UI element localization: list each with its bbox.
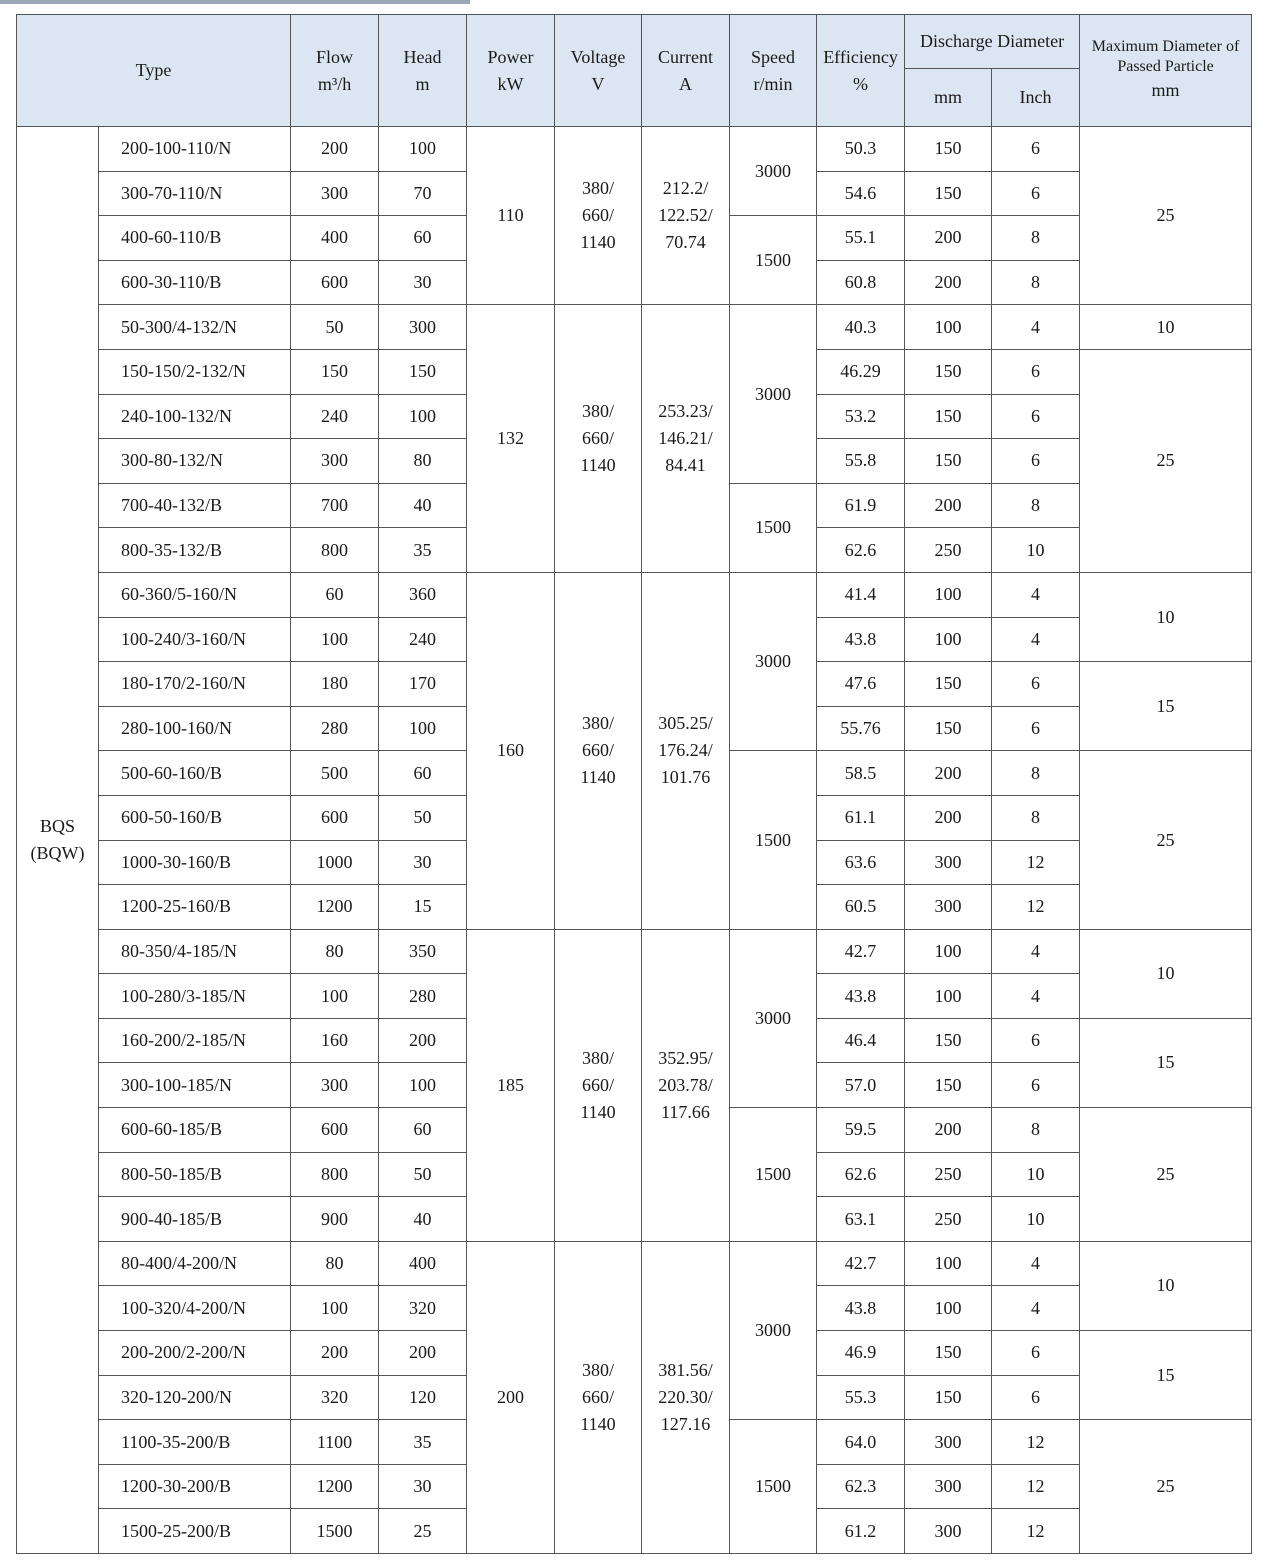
value-line: 1140	[580, 455, 616, 476]
header-voltage: Voltage V	[555, 15, 642, 127]
efficiency-cell: 43.8	[817, 1286, 905, 1331]
head-cell: 40	[379, 1197, 467, 1242]
discharge-mm-cell: 300	[905, 885, 992, 930]
discharge-mm-cell: 200	[905, 216, 992, 261]
efficiency-cell: 63.6	[817, 840, 905, 885]
type-cell: 300-100-185/N	[99, 1063, 291, 1108]
discharge-inch-cell: 4	[992, 1241, 1080, 1286]
flow-cell: 1000	[291, 840, 379, 885]
table-row	[17, 929, 1252, 974]
max-particle-cell: 10	[1080, 572, 1252, 661]
efficiency-cell: 64.0	[817, 1420, 905, 1465]
head-cell: 30	[379, 260, 467, 305]
max-particle-cell: 25	[1080, 751, 1252, 929]
discharge-inch-cell: 6	[992, 349, 1080, 394]
voltage-cell	[555, 572, 642, 929]
power-cell: 185	[467, 929, 555, 1241]
efficiency-cell: 43.8	[817, 617, 905, 662]
efficiency-cell: 62.6	[817, 1152, 905, 1197]
header-efficiency: Efficiency %	[817, 15, 905, 127]
discharge-inch-cell: 8	[992, 751, 1080, 796]
efficiency-cell: 43.8	[817, 974, 905, 1019]
value-line: 352.95/	[658, 1047, 713, 1068]
value-line: 660/	[582, 1386, 615, 1407]
discharge-mm-cell: 200	[905, 260, 992, 305]
efficiency-cell: 61.2	[817, 1509, 905, 1554]
head-cell: 70	[379, 171, 467, 216]
type-cell: 280-100-160/N	[99, 706, 291, 751]
current-cell	[642, 127, 730, 305]
head-cell: 360	[379, 572, 467, 617]
value-line: 380/	[582, 401, 615, 422]
value-line: 660/	[582, 428, 615, 449]
discharge-mm-cell: 100	[905, 974, 992, 1019]
series-line: (BQW)	[30, 843, 85, 863]
flow-cell: 600	[291, 260, 379, 305]
table-row	[17, 572, 1252, 617]
type-cell: 200-100-110/N	[99, 127, 291, 172]
flow-cell: 50	[291, 305, 379, 350]
efficiency-cell: 53.2	[817, 394, 905, 439]
type-cell: 150-150/2-132/N	[99, 349, 291, 394]
discharge-mm-cell: 100	[905, 572, 992, 617]
efficiency-cell: 46.9	[817, 1331, 905, 1376]
efficiency-cell: 40.3	[817, 305, 905, 350]
value-line: 212.2/	[662, 178, 709, 199]
header-speed: Speed r/min	[730, 15, 817, 127]
discharge-inch-cell: 4	[992, 617, 1080, 662]
max-particle-cell: 15	[1080, 662, 1252, 751]
discharge-inch-cell: 12	[992, 885, 1080, 930]
discharge-mm-cell: 150	[905, 1063, 992, 1108]
value-line: 127.16	[660, 1413, 711, 1434]
value-line: 84.41	[665, 455, 706, 476]
head-cell: 50	[379, 795, 467, 840]
type-cell: 600-50-160/B	[99, 795, 291, 840]
flow-cell: 600	[291, 795, 379, 840]
flow-cell: 700	[291, 483, 379, 528]
voltage-cell	[555, 305, 642, 573]
flow-cell: 80	[291, 929, 379, 974]
table-row	[17, 127, 1252, 172]
type-cell: 800-35-132/B	[99, 528, 291, 573]
value-line: 660/	[582, 1074, 615, 1095]
type-cell: 60-360/5-160/N	[99, 572, 291, 617]
type-cell: 160-200/2-185/N	[99, 1018, 291, 1063]
head-cell: 240	[379, 617, 467, 662]
max-particle-cell: 25	[1080, 1108, 1252, 1242]
efficiency-cell: 55.76	[817, 706, 905, 751]
head-cell: 100	[379, 1063, 467, 1108]
head-cell: 50	[379, 1152, 467, 1197]
discharge-inch-cell: 6	[992, 171, 1080, 216]
discharge-inch-cell: 8	[992, 260, 1080, 305]
flow-cell: 280	[291, 706, 379, 751]
efficiency-cell: 46.29	[817, 349, 905, 394]
flow-cell: 300	[291, 439, 379, 484]
flow-cell: 240	[291, 394, 379, 439]
discharge-mm-cell: 150	[905, 349, 992, 394]
value-line: 305.25/	[658, 713, 713, 734]
discharge-inch-cell: 6	[992, 394, 1080, 439]
type-cell: 300-70-110/N	[99, 171, 291, 216]
discharge-mm-cell: 150	[905, 171, 992, 216]
max-particle-cell: 15	[1080, 1018, 1252, 1107]
head-cell: 30	[379, 1464, 467, 1509]
discharge-mm-cell: 200	[905, 1108, 992, 1153]
efficiency-cell: 54.6	[817, 171, 905, 216]
speed-cell: 3000	[730, 572, 817, 750]
power-cell: 200	[467, 1241, 555, 1553]
head-cell: 35	[379, 528, 467, 573]
discharge-inch-cell: 6	[992, 706, 1080, 751]
flow-cell: 800	[291, 528, 379, 573]
type-cell: 100-320/4-200/N	[99, 1286, 291, 1331]
speed-cell: 1500	[730, 216, 817, 305]
efficiency-cell: 62.3	[817, 1464, 905, 1509]
discharge-mm-cell: 150	[905, 1018, 992, 1063]
type-cell: 800-50-185/B	[99, 1152, 291, 1197]
discharge-mm-cell: 300	[905, 840, 992, 885]
discharge-inch-cell: 12	[992, 1420, 1080, 1465]
discharge-inch-cell: 12	[992, 840, 1080, 885]
type-cell: 50-300/4-132/N	[99, 305, 291, 350]
header-type: Type	[17, 15, 291, 127]
efficiency-cell: 41.4	[817, 572, 905, 617]
value-line: 146.21/	[658, 428, 713, 449]
voltage-cell	[555, 127, 642, 305]
head-cell: 300	[379, 305, 467, 350]
discharge-inch-cell: 6	[992, 662, 1080, 707]
efficiency-cell: 42.7	[817, 1241, 905, 1286]
discharge-inch-cell: 6	[992, 1063, 1080, 1108]
type-cell: 1000-30-160/B	[99, 840, 291, 885]
discharge-mm-cell: 150	[905, 1331, 992, 1376]
discharge-mm-cell: 100	[905, 305, 992, 350]
table-row	[17, 1241, 1252, 1286]
discharge-inch-cell: 4	[992, 929, 1080, 974]
type-cell: 900-40-185/B	[99, 1197, 291, 1242]
speed-cell: 3000	[730, 1241, 817, 1419]
value-line: 1140	[580, 767, 616, 788]
type-cell: 240-100-132/N	[99, 394, 291, 439]
header-inch: Inch	[992, 69, 1080, 127]
max-particle-cell: 10	[1080, 305, 1252, 350]
flow-cell: 300	[291, 171, 379, 216]
efficiency-cell: 61.1	[817, 795, 905, 840]
value-line: 253.23/	[658, 401, 713, 422]
series-name	[17, 127, 99, 1554]
type-cell: 80-350/4-185/N	[99, 929, 291, 974]
flow-cell: 60	[291, 572, 379, 617]
flow-cell: 80	[291, 1241, 379, 1286]
efficiency-cell: 55.8	[817, 439, 905, 484]
speed-cell: 3000	[730, 127, 817, 216]
power-cell: 160	[467, 572, 555, 929]
discharge-mm-cell: 250	[905, 1197, 992, 1242]
type-cell: 100-240/3-160/N	[99, 617, 291, 662]
discharge-inch-cell: 4	[992, 305, 1080, 350]
head-cell: 400	[379, 1241, 467, 1286]
current-cell	[642, 929, 730, 1241]
discharge-mm-cell: 300	[905, 1464, 992, 1509]
flow-cell: 180	[291, 662, 379, 707]
pump-spec-table	[16, 14, 1252, 1554]
flow-cell: 1200	[291, 1464, 379, 1509]
max-particle-cell: 25	[1080, 349, 1252, 572]
value-line: 1140	[580, 232, 616, 253]
discharge-inch-cell: 8	[992, 795, 1080, 840]
discharge-mm-cell: 150	[905, 394, 992, 439]
type-cell: 300-80-132/N	[99, 439, 291, 484]
head-cell: 200	[379, 1018, 467, 1063]
discharge-inch-cell: 4	[992, 1286, 1080, 1331]
discharge-mm-cell: 150	[905, 439, 992, 484]
flow-cell: 600	[291, 1108, 379, 1153]
value-line: 380/	[582, 713, 615, 734]
head-cell: 100	[379, 706, 467, 751]
flow-cell: 320	[291, 1375, 379, 1420]
value-line: 1140	[580, 1101, 616, 1122]
power-cell: 132	[467, 305, 555, 573]
table-row	[17, 305, 1252, 350]
flow-cell: 300	[291, 1063, 379, 1108]
discharge-inch-cell: 4	[992, 572, 1080, 617]
discharge-mm-cell: 100	[905, 929, 992, 974]
value-line: 203.78/	[658, 1074, 713, 1095]
value-line: 176.24/	[658, 740, 713, 761]
discharge-inch-cell: 4	[992, 974, 1080, 1019]
efficiency-cell: 46.4	[817, 1018, 905, 1063]
flow-cell: 800	[291, 1152, 379, 1197]
head-cell: 150	[379, 349, 467, 394]
efficiency-cell: 60.8	[817, 260, 905, 305]
flow-cell: 100	[291, 617, 379, 662]
head-cell: 80	[379, 439, 467, 484]
discharge-mm-cell: 150	[905, 706, 992, 751]
value-line: 220.30/	[658, 1386, 713, 1407]
speed-cell: 3000	[730, 929, 817, 1107]
flow-cell: 400	[291, 216, 379, 261]
value-line: 70.74	[665, 232, 706, 253]
header-discharge-diameter: Discharge Diameter	[905, 15, 1080, 69]
head-cell: 60	[379, 1108, 467, 1153]
value-line: 122.52/	[658, 205, 713, 226]
discharge-mm-cell: 150	[905, 662, 992, 707]
type-cell: 600-30-110/B	[99, 260, 291, 305]
flow-cell: 1500	[291, 1509, 379, 1554]
efficiency-cell: 42.7	[817, 929, 905, 974]
value-line: 660/	[582, 740, 615, 761]
value-line: 381.56/	[658, 1359, 713, 1380]
flow-cell: 150	[291, 349, 379, 394]
discharge-mm-cell: 300	[905, 1420, 992, 1465]
value-line: 380/	[582, 1359, 615, 1380]
head-cell: 100	[379, 394, 467, 439]
value-line: 380/	[582, 178, 615, 199]
type-cell: 1500-25-200/B	[99, 1509, 291, 1554]
voltage-cell	[555, 1241, 642, 1553]
flow-cell: 500	[291, 751, 379, 796]
discharge-mm-cell: 100	[905, 1241, 992, 1286]
series-line: BQS	[39, 816, 75, 836]
speed-cell: 1500	[730, 1420, 817, 1554]
speed-cell: 1500	[730, 751, 817, 929]
flow-cell: 1200	[291, 885, 379, 930]
discharge-mm-cell: 200	[905, 483, 992, 528]
max-particle-cell: 25	[1080, 1420, 1252, 1554]
voltage-cell	[555, 929, 642, 1241]
head-cell: 100	[379, 127, 467, 172]
head-cell: 200	[379, 1331, 467, 1376]
efficiency-cell: 61.9	[817, 483, 905, 528]
header-max-particle: Maximum Diameter of Passed Particle mm	[1080, 15, 1252, 127]
head-cell: 25	[379, 1509, 467, 1554]
efficiency-cell: 55.1	[817, 216, 905, 261]
table-body	[17, 127, 1252, 1554]
type-cell: 100-280/3-185/N	[99, 974, 291, 1019]
header-current: Current A	[642, 15, 730, 127]
type-cell: 700-40-132/B	[99, 483, 291, 528]
discharge-mm-cell: 150	[905, 127, 992, 172]
discharge-mm-cell: 100	[905, 1286, 992, 1331]
efficiency-cell: 55.3	[817, 1375, 905, 1420]
efficiency-cell: 50.3	[817, 127, 905, 172]
type-cell: 500-60-160/B	[99, 751, 291, 796]
discharge-mm-cell: 100	[905, 617, 992, 662]
flow-cell: 1100	[291, 1420, 379, 1465]
cropped-title-strip	[0, 0, 500, 10]
header-head: Head m	[379, 15, 467, 127]
header-power: Power kW	[467, 15, 555, 127]
head-cell: 120	[379, 1375, 467, 1420]
efficiency-cell: 63.1	[817, 1197, 905, 1242]
head-cell: 60	[379, 751, 467, 796]
efficiency-cell: 58.5	[817, 751, 905, 796]
header-mm: mm	[905, 69, 992, 127]
type-cell: 180-170/2-160/N	[99, 662, 291, 707]
head-cell: 350	[379, 929, 467, 974]
efficiency-cell: 57.0	[817, 1063, 905, 1108]
discharge-inch-cell: 10	[992, 1152, 1080, 1197]
efficiency-cell: 47.6	[817, 662, 905, 707]
value-line: 1140	[580, 1413, 616, 1434]
value-line: 101.76	[660, 767, 711, 788]
discharge-inch-cell: 6	[992, 127, 1080, 172]
head-cell: 280	[379, 974, 467, 1019]
discharge-inch-cell: 6	[992, 439, 1080, 484]
flow-cell: 100	[291, 974, 379, 1019]
max-particle-cell: 15	[1080, 1331, 1252, 1420]
max-particle-cell: 10	[1080, 1241, 1252, 1330]
max-particle-cell: 25	[1080, 127, 1252, 305]
speed-cell: 3000	[730, 305, 817, 483]
flow-cell: 200	[291, 127, 379, 172]
discharge-inch-cell: 6	[992, 1018, 1080, 1063]
discharge-mm-cell: 250	[905, 528, 992, 573]
discharge-inch-cell: 12	[992, 1464, 1080, 1509]
discharge-inch-cell: 8	[992, 1108, 1080, 1153]
type-cell: 200-200/2-200/N	[99, 1331, 291, 1376]
head-cell: 60	[379, 216, 467, 261]
flow-cell: 900	[291, 1197, 379, 1242]
discharge-mm-cell: 250	[905, 1152, 992, 1197]
value-line: 117.66	[661, 1101, 710, 1122]
discharge-inch-cell: 8	[992, 483, 1080, 528]
head-cell: 35	[379, 1420, 467, 1465]
type-cell: 1200-30-200/B	[99, 1464, 291, 1509]
discharge-mm-cell: 300	[905, 1509, 992, 1554]
discharge-mm-cell: 200	[905, 795, 992, 840]
speed-cell: 1500	[730, 1108, 817, 1242]
head-cell: 170	[379, 662, 467, 707]
type-cell: 1200-25-160/B	[99, 885, 291, 930]
type-cell: 80-400/4-200/N	[99, 1241, 291, 1286]
discharge-inch-cell: 8	[992, 216, 1080, 261]
flow-cell: 160	[291, 1018, 379, 1063]
type-cell: 400-60-110/B	[99, 216, 291, 261]
type-cell: 600-60-185/B	[99, 1108, 291, 1153]
table-header	[17, 15, 1252, 127]
efficiency-cell: 60.5	[817, 885, 905, 930]
head-cell: 30	[379, 840, 467, 885]
head-cell: 320	[379, 1286, 467, 1331]
current-cell	[642, 305, 730, 573]
header-flow: Flow m³/h	[291, 15, 379, 127]
flow-cell: 100	[291, 1286, 379, 1331]
discharge-inch-cell: 10	[992, 528, 1080, 573]
type-cell: 320-120-200/N	[99, 1375, 291, 1420]
max-particle-cell: 10	[1080, 929, 1252, 1018]
flow-cell: 200	[291, 1331, 379, 1376]
efficiency-cell: 59.5	[817, 1108, 905, 1153]
current-cell	[642, 1241, 730, 1553]
discharge-inch-cell: 12	[992, 1509, 1080, 1554]
current-cell	[642, 572, 730, 929]
discharge-inch-cell: 10	[992, 1197, 1080, 1242]
discharge-inch-cell: 6	[992, 1375, 1080, 1420]
head-cell: 15	[379, 885, 467, 930]
value-line: 380/	[582, 1047, 615, 1068]
power-cell: 110	[467, 127, 555, 305]
discharge-inch-cell: 6	[992, 1331, 1080, 1376]
type-cell: 1100-35-200/B	[99, 1420, 291, 1465]
discharge-mm-cell: 150	[905, 1375, 992, 1420]
value-line: 660/	[582, 205, 615, 226]
speed-cell: 1500	[730, 483, 817, 572]
head-cell: 40	[379, 483, 467, 528]
discharge-mm-cell: 200	[905, 751, 992, 796]
efficiency-cell: 62.6	[817, 528, 905, 573]
